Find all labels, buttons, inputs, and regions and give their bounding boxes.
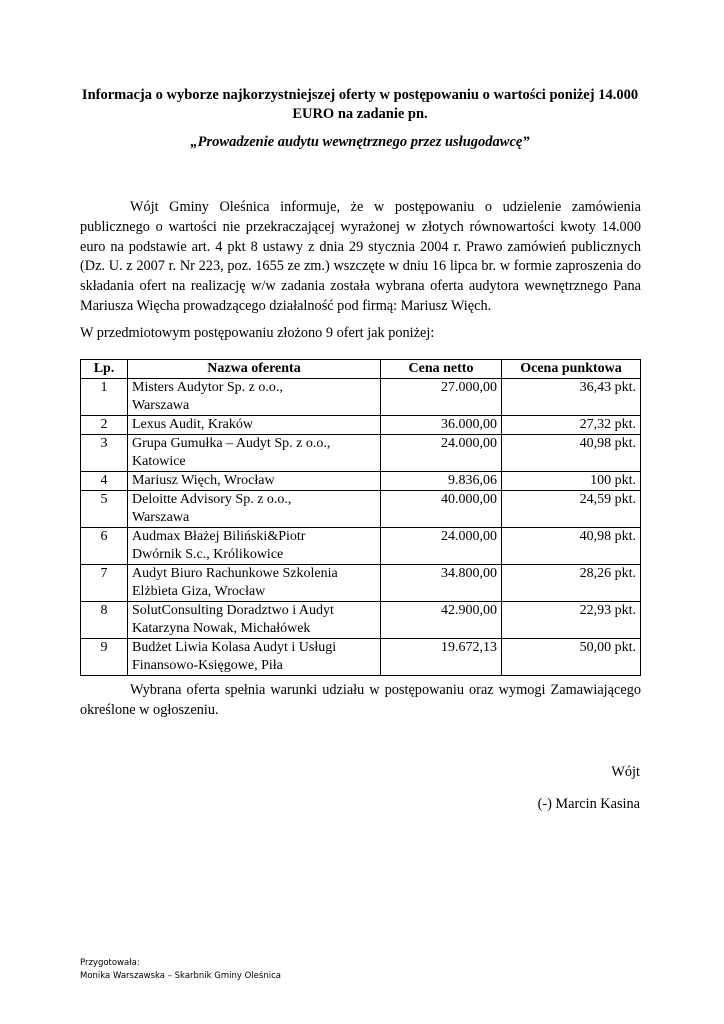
cell-price: 24.000,00	[381, 435, 502, 472]
cell-price: 40.000,00	[381, 491, 502, 528]
cell-price: 42.900,00	[381, 602, 502, 639]
cell-price: 19.672,13	[381, 639, 502, 676]
header-score: Ocena punktowa	[502, 360, 641, 379]
table-row	[81, 565, 641, 602]
cell-score: 100 pkt.	[502, 472, 641, 491]
name-line-2: Katowice	[132, 454, 186, 469]
table-row	[81, 639, 641, 676]
intro-text: Wójt Gminy Oleśnica informuje, że w postępowaniu o udzielenie zamówienia publicznego o wartości nie przekraczającej wyrażonej w złotych równowartości kwoty 14.000 euro na podstawie art. 4 pkt 8 ustawy z dnia 29 stycznia 2004 r. Prawo zamówień publicznych (Dz. U. z 2007 r. Nr 223, poz. 1655 ze zm.) wszczęte w dniu 16 lipca br. w formie zaproszenia do składania ofert na realizację w/w zadania została wybrana oferta audytora wewnętrznego Pana Mariusza Więcha prowadzącego działalność pod firmą: Mariusz Więch.	[80, 199, 641, 314]
cell-score: 40,98 pkt.	[502, 528, 641, 565]
cell-lp: 2	[81, 416, 128, 435]
name-line-1: Audyt Biuro Rachunkowe Szkolenia	[132, 566, 338, 581]
table-row	[81, 472, 641, 491]
cell-score: 28,26 pkt.	[502, 565, 641, 602]
cell-name	[128, 379, 381, 416]
summary-text: Wybrana oferta spełnia warunki udziału w postępowaniu oraz wymogi Zamawiającego określone w ogłoszeniu.	[80, 682, 641, 718]
name-line-2: Katarzyna Nowak, Michałówek	[132, 621, 311, 636]
name-line-1: Misters Audytor Sp. z o.o.,	[132, 380, 283, 395]
header-lp: Lp.	[81, 360, 128, 379]
name-line-1: SolutConsulting Doradztwo i Audyt	[132, 603, 334, 618]
cell-name	[128, 639, 381, 676]
name-line-1: Deloitte Advisory Sp. z o.o.,	[132, 492, 292, 507]
table-row	[81, 416, 641, 435]
cell-name	[128, 565, 381, 602]
header-name: Nazwa oferenta	[128, 360, 381, 379]
cell-price: 27.000,00	[381, 379, 502, 416]
name-line-2: Warszawa	[132, 398, 190, 413]
cell-name	[128, 528, 381, 565]
name-line-2: Dwórnik S.c., Królikowice	[132, 547, 284, 562]
footer	[80, 957, 281, 983]
cell-score: 22,93 pkt.	[502, 602, 641, 639]
cell-name	[128, 435, 381, 472]
table-row	[81, 491, 641, 528]
signature-role: Wójt	[611, 764, 640, 780]
document-subtitle: „Prowadzenie audytu wewnętrznego przez usługodawcę”	[190, 134, 530, 150]
cell-price: 24.000,00	[381, 528, 502, 565]
cell-score: 50,00 pkt.	[502, 639, 641, 676]
cell-lp: 7	[81, 565, 128, 602]
cell-name	[128, 491, 381, 528]
footer-author: Monika Warszawska – Skarbnik Gminy Oleśnica	[80, 971, 281, 981]
cell-name	[128, 472, 381, 491]
name-line-1: Budżet Liwia Kolasa Audyt i Usługi	[132, 640, 337, 655]
offers-table	[80, 359, 641, 676]
name-line-1: Lexus Audit, Kraków	[132, 417, 253, 432]
summary-paragraph	[80, 681, 641, 721]
table-header-row	[81, 360, 641, 379]
cell-lp: 4	[81, 472, 128, 491]
cell-score: 40,98 pkt.	[502, 435, 641, 472]
cell-price: 34.800,00	[381, 565, 502, 602]
cell-price: 9.836,06	[381, 472, 502, 491]
name-line-1: Audmax Błażej Biliński&Piotr	[132, 529, 306, 544]
name-line-1: Mariusz Więch, Wrocław	[132, 473, 275, 488]
name-line-1: Grupa Gumułka – Audyt Sp. z o.o.,	[132, 436, 331, 451]
name-line-2: Finansowo-Księgowe, Piła	[132, 658, 283, 673]
table-row	[81, 379, 641, 416]
document-title: Informacja o wyborze najkorzystniejszej oferty w postępowaniu o wartości poniżej 14.000 EURO na zadanie pn.	[81, 87, 639, 122]
header-price: Cena netto	[381, 360, 502, 379]
cell-lp: 5	[81, 491, 128, 528]
cell-name	[128, 416, 381, 435]
cell-lp: 6	[81, 528, 128, 565]
name-line-2: Warszawa	[132, 510, 190, 525]
cell-lp: 9	[81, 639, 128, 676]
footer-label: Przygotowała:	[80, 958, 140, 968]
cell-score: 36,43 pkt.	[502, 379, 641, 416]
cell-score: 24,59 pkt.	[502, 491, 641, 528]
cell-score: 27,32 pkt.	[502, 416, 641, 435]
table-row	[81, 602, 641, 639]
cell-name	[128, 602, 381, 639]
offers-lead-text: W przedmiotowym postępowaniu złożono 9 ofert jak poniżej:	[80, 325, 435, 341]
signature-name: (-) Marcin Kasina	[537, 796, 640, 812]
table-row	[81, 528, 641, 565]
cell-lp: 8	[81, 602, 128, 639]
table-body	[81, 379, 641, 676]
cell-lp: 3	[81, 435, 128, 472]
table-row	[81, 435, 641, 472]
intro-paragraph	[80, 198, 641, 317]
cell-lp: 1	[81, 379, 128, 416]
cell-price: 36.000,00	[381, 416, 502, 435]
name-line-2: Elżbieta Giza, Wrocław	[132, 584, 266, 599]
